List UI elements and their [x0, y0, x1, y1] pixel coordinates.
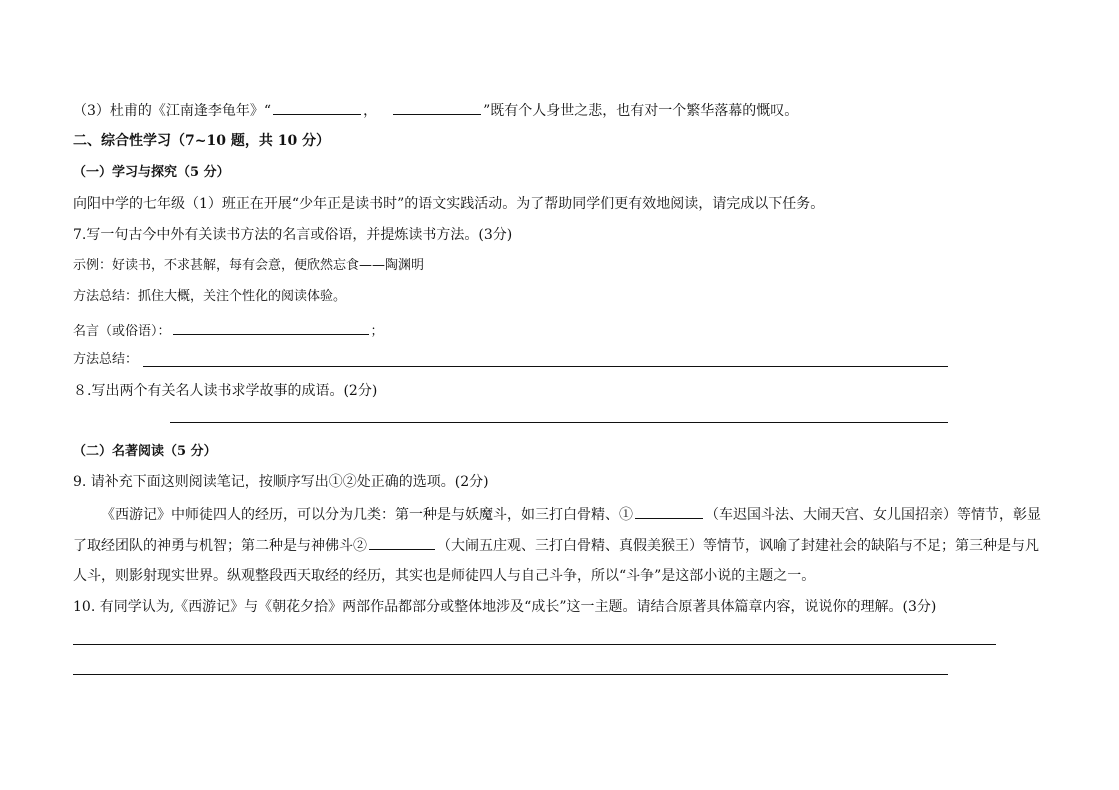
question-7: 7.写一句古今中外有关读书方法的名言或俗语，并提炼读书方法。(3分): [73, 227, 513, 243]
part-1-heading: （一）学习与探究（5 分）: [73, 165, 230, 180]
question-8: ８.写出两个有关名人读书求学故事的成语。(2分): [73, 383, 378, 399]
answer-blank-circle-1[interactable]: [635, 504, 703, 519]
quote-end: ；: [370, 324, 384, 339]
q7-example: 示例：好读书，不求甚解，每有会意，便欣然忘食——陶渊明: [73, 258, 425, 273]
quote-label: 名言（或俗语）：: [73, 324, 171, 339]
answer-blank-circle-2[interactable]: [369, 535, 435, 550]
q9-text-2b: （大闹五庄观、三打白骨精、真假美猴王）等情节，讽喻了封建社会的缺陷与不足；第三种是与凡: [437, 538, 1039, 554]
answer-blank-2[interactable]: [393, 100, 481, 115]
quote-answer-blank[interactable]: [173, 320, 369, 335]
q7-method-label: 方法总结：: [73, 352, 139, 367]
q9-paragraph-line-3: 人斗，则影射现实世界。纵观整段西天取经的经历，其实也是师徒四人与自己斗争，所以“斗争”是这部小说的主题之一。: [73, 568, 816, 584]
q3-suffix: ”既有个人身世之悲，也有对一个繁华落幕的慨叹。: [483, 103, 799, 119]
q7-method-example: 方法总结：抓住大概，关注个性化的阅读体验。: [73, 289, 347, 304]
q8-answer-line[interactable]: [170, 422, 948, 423]
question-10: 10. 有同学认为,《西游记》与《朝花夕拾》两部作品都部分或整体地涉及“成长”这一主题。请结合原著具体篇章内容，说说你的理解。(3分): [73, 599, 937, 615]
question-9: 9. 请补充下面这则阅读笔记，按顺序写出①②处正确的选项。(2分): [73, 474, 489, 490]
section-2-heading: 二、综合性学习（7~10 题，共 10 分）: [73, 133, 331, 149]
q9-paragraph-line-1: [101, 504, 1041, 525]
q9-text-2a: 了取经团队的神勇与机智；第二种是与神佛斗②: [73, 538, 367, 554]
q3-prefix: （3）杜甫的《江南逢李龟年》“: [73, 103, 272, 119]
q3-comma: ，: [363, 103, 378, 119]
q7-quote-row: [73, 320, 384, 342]
q9-paragraph-line-2: [73, 535, 1039, 556]
q10-answer-line-2[interactable]: [73, 674, 948, 675]
q9-text-1b: （车迟国斗法、大闹天宫、女儿国招亲）等情节，彰显: [705, 507, 1041, 523]
q10-answer-line-1[interactable]: [73, 644, 996, 645]
part-1-intro: 向阳中学的七年级（1）班正在开展“少年正是读书时”的语文实践活动。为了帮助同学们更有效地阅读，请完成以下任务。: [73, 196, 825, 212]
q9-text-1a: 《西游记》中师徒四人的经历，可以分为几类：第一种是与妖魔斗，如三打白骨精、①: [101, 507, 633, 523]
method-answer-line[interactable]: [143, 366, 948, 367]
question-3: [73, 100, 798, 121]
answer-blank-1[interactable]: [273, 100, 361, 115]
part-2-heading: （二）名著阅读（5 分）: [73, 444, 217, 459]
